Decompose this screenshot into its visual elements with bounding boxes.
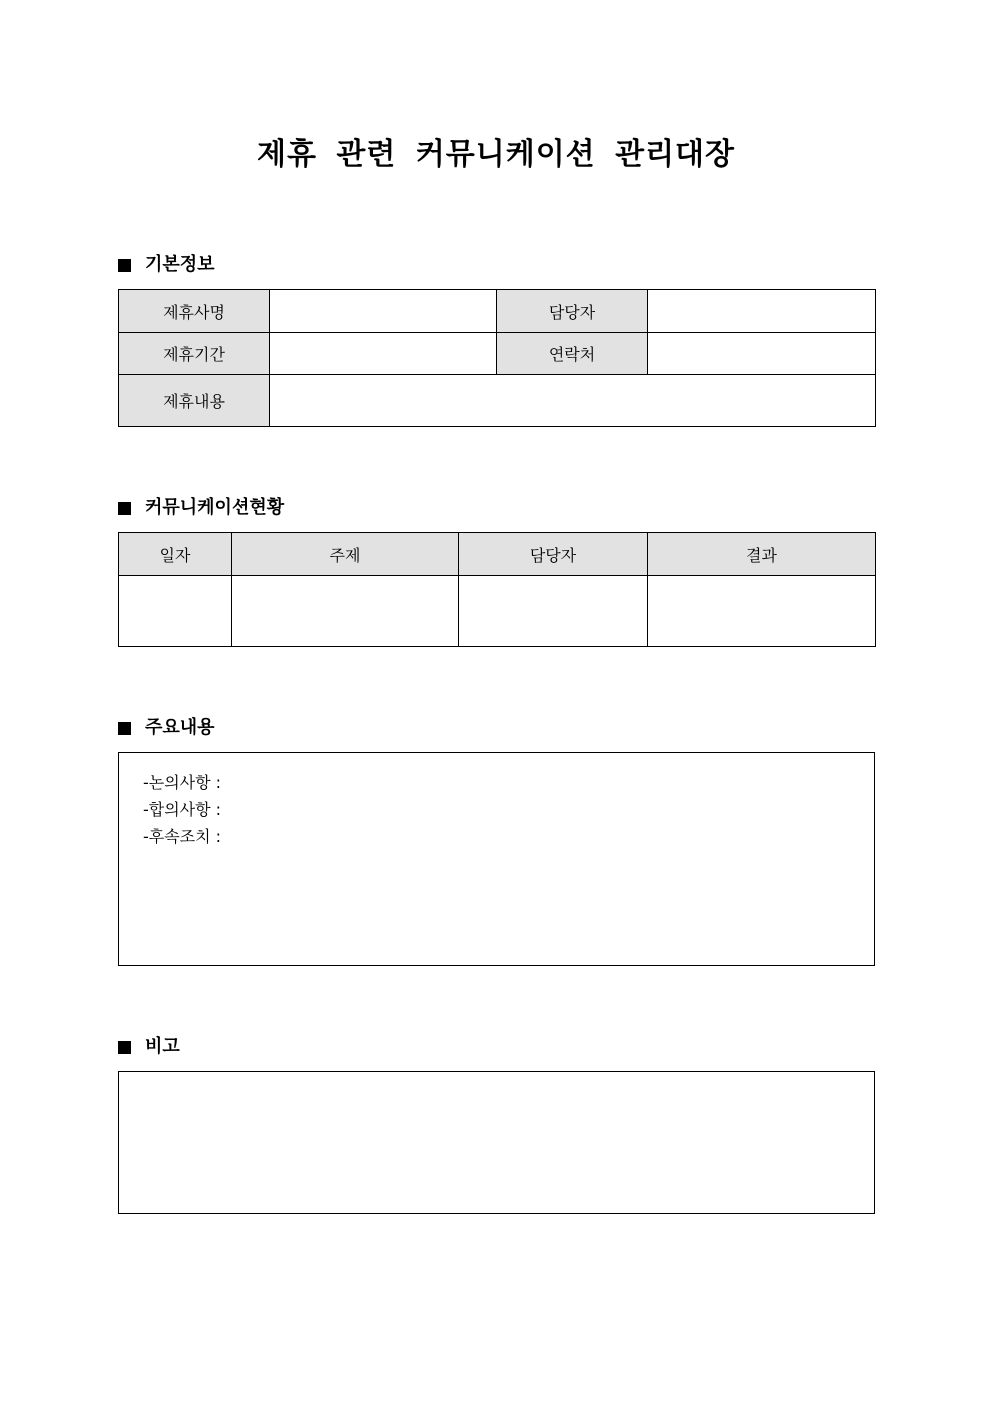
partnership-period-label: 제휴기간 — [119, 333, 270, 375]
remarks-box[interactable] — [118, 1071, 875, 1214]
main-content-box[interactable] — [118, 752, 875, 966]
partnership-content-field[interactable] — [270, 375, 876, 427]
table-row — [119, 333, 876, 375]
partnership-content-label: 제휴내용 — [119, 375, 270, 427]
square-bullet-icon — [118, 1041, 131, 1054]
page-title: 제휴 관련 커뮤니케이션 관리대장 — [256, 137, 736, 172]
manager-label: 담당자 — [497, 290, 648, 333]
contact-field[interactable] — [648, 333, 876, 375]
partner-name-field[interactable] — [270, 290, 497, 333]
section-heading-label: 커뮤니케이션현황 — [145, 497, 285, 518]
section-heading-label: 주요내용 — [145, 717, 215, 738]
subject-cell[interactable] — [232, 576, 459, 647]
table-row — [119, 375, 876, 427]
column-header-result: 결과 — [648, 533, 876, 576]
partnership-period-field[interactable] — [270, 333, 497, 375]
column-header-date: 일자 — [119, 533, 232, 576]
agreement-items-line: -합의사항 : — [143, 800, 222, 819]
section-heading-main-content — [118, 716, 215, 740]
table-row — [119, 290, 876, 333]
section-heading-basic-info — [118, 253, 215, 277]
column-header-subject: 주제 — [232, 533, 459, 576]
table-header-row — [119, 533, 876, 576]
manager-field[interactable] — [648, 290, 876, 333]
result-cell[interactable] — [648, 576, 876, 647]
square-bullet-icon — [118, 722, 131, 735]
table-row — [119, 576, 876, 647]
manager-cell[interactable] — [459, 576, 648, 647]
discussion-items-line: -논의사항 : — [143, 773, 222, 792]
column-header-manager: 담당자 — [459, 533, 648, 576]
communication-status-table — [118, 532, 876, 647]
date-cell[interactable] — [119, 576, 232, 647]
section-heading-communication-status — [118, 496, 284, 520]
section-heading-label: 비고 — [145, 1036, 180, 1057]
square-bullet-icon — [118, 259, 131, 272]
partner-name-label: 제휴사명 — [119, 290, 270, 333]
section-heading-label: 기본정보 — [145, 254, 215, 275]
contact-label: 연락처 — [497, 333, 648, 375]
section-heading-remarks — [118, 1035, 180, 1059]
basic-info-table — [118, 289, 876, 427]
follow-up-actions-line: -후속조치 : — [143, 827, 222, 846]
square-bullet-icon — [118, 502, 131, 515]
